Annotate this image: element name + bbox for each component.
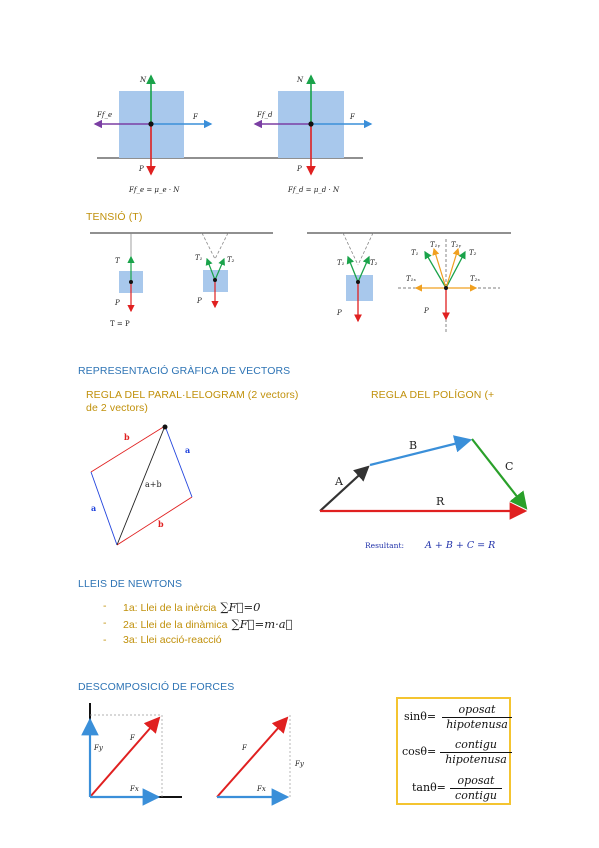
fraction-denominator: hipotenusa <box>446 718 508 731</box>
Fx-label: Fx <box>257 785 266 793</box>
normal-label: N <box>297 76 304 84</box>
vector-b-label: b <box>158 519 164 529</box>
Fy-label: Fy <box>94 744 103 752</box>
weight-label: P <box>297 165 302 173</box>
weight-label: P <box>139 165 144 173</box>
svg-text:T₂: T₂ <box>227 256 235 264</box>
svg-text:T: T <box>115 257 120 265</box>
svg-text:T₂ₓ: T₂ₓ <box>470 275 480 283</box>
static-friction-label: Ff_e <box>97 111 113 119</box>
trig-fraction <box>450 774 502 803</box>
tension-diagrams <box>0 225 599 335</box>
law-formula: ∑F⃗=m·a⃗ <box>231 617 293 631</box>
friction-diagrams <box>0 0 599 200</box>
vector-C-label: C <box>505 460 514 473</box>
parallelogram-diagram <box>0 415 300 555</box>
tension-heading: TENSIÓ (T) <box>86 211 143 223</box>
fraction-denominator: contigu <box>455 789 497 802</box>
svg-text:P: P <box>115 299 120 307</box>
vector-B-label: B <box>409 439 418 452</box>
list-item: - 3a: Llei acció-reacció <box>103 634 222 646</box>
svg-text:T₂: T₂ <box>469 249 477 257</box>
svg-text:T₁: T₁ <box>337 259 345 267</box>
decomposition-heading: DESCOMPOSICIÓ DE FORCES <box>78 681 235 693</box>
vector-a-label: a <box>91 503 97 513</box>
fraction-numerator: oposat <box>450 774 502 789</box>
trig-function: cosθ= <box>402 745 437 758</box>
trig-fraction <box>442 703 512 732</box>
vector-b-label: b <box>124 432 130 442</box>
list-item: - 2a: Llei de la dinàmica ∑F⃗=m·a⃗ <box>103 617 293 631</box>
force-label: F <box>193 113 198 121</box>
trig-row-cos <box>398 736 513 769</box>
vectors-heading: REPRESENTACIÓ GRÀFICA DE VECTORS <box>78 365 291 377</box>
dynamic-friction-formula: Ff_d = μ_d · N <box>288 186 340 194</box>
parallelogram-title-cont: de 2 vectors) <box>86 402 148 414</box>
svg-text:T₂: T₂ <box>370 259 378 267</box>
F-label: F <box>242 744 247 752</box>
trig-function: tanθ= <box>412 781 446 794</box>
trig-row-tan <box>398 772 513 805</box>
svg-text:P: P <box>337 309 342 317</box>
list-item: - 1a: Llei de la inèrcia ∑F⃗=0 <box>103 600 261 614</box>
svg-text:P: P <box>197 297 202 305</box>
fraction-numerator: contigu <box>440 738 512 753</box>
fraction-numerator: oposat <box>442 703 512 718</box>
newton-heading: LLEIS DE NEWTONS <box>78 578 183 590</box>
Fx-label: Fx <box>130 785 139 793</box>
resultant-equation: A + B + C = R <box>425 540 496 551</box>
trig-formulas-box <box>396 697 511 805</box>
svg-text:T₂ᵧ: T₂ᵧ <box>451 241 462 249</box>
Fy-label: Fy <box>295 760 304 768</box>
law-text: 1a: Llei de la inèrcia <box>123 602 217 614</box>
polygon-diagram <box>300 425 599 555</box>
force-label: F <box>350 113 355 121</box>
parallelogram-title: REGLA DEL PARAL·LELOGRAM (2 vectors) <box>86 389 299 401</box>
tension-note: T = P <box>110 320 130 328</box>
svg-text:T₁ₓ: T₁ₓ <box>406 275 416 283</box>
normal-label: N <box>140 76 147 84</box>
svg-text:T₁: T₁ <box>195 254 203 262</box>
trig-fraction <box>440 738 512 767</box>
polygon-title: REGLA DEL POLÍGON (+ <box>371 389 495 401</box>
sum-label: a+b <box>145 480 162 489</box>
decomposition-diagrams <box>0 700 380 810</box>
resultant-label: Resultant: <box>365 541 405 550</box>
law-text: 2a: Llei de la dinàmica <box>123 619 228 631</box>
vector-R-label: R <box>436 495 445 508</box>
trig-function: sinθ= <box>404 710 437 723</box>
svg-text:T₁: T₁ <box>411 249 419 257</box>
newton-laws-list <box>103 600 403 651</box>
svg-text:P: P <box>424 307 429 315</box>
F-label: F <box>130 734 135 742</box>
law-formula: ∑F⃗=0 <box>220 600 261 614</box>
fraction-denominator: hipotenusa <box>445 753 507 766</box>
static-friction-formula: Ff_e = μ_e · N <box>129 186 180 194</box>
vector-a-label: a <box>185 445 191 455</box>
vector-A-label: A <box>335 475 343 488</box>
dynamic-friction-label: Ff_d <box>257 111 273 119</box>
svg-text:T₁ᵧ: T₁ᵧ <box>430 241 441 249</box>
trig-row-sin <box>398 701 513 734</box>
law-text: 3a: Llei acció-reacció <box>123 634 222 646</box>
